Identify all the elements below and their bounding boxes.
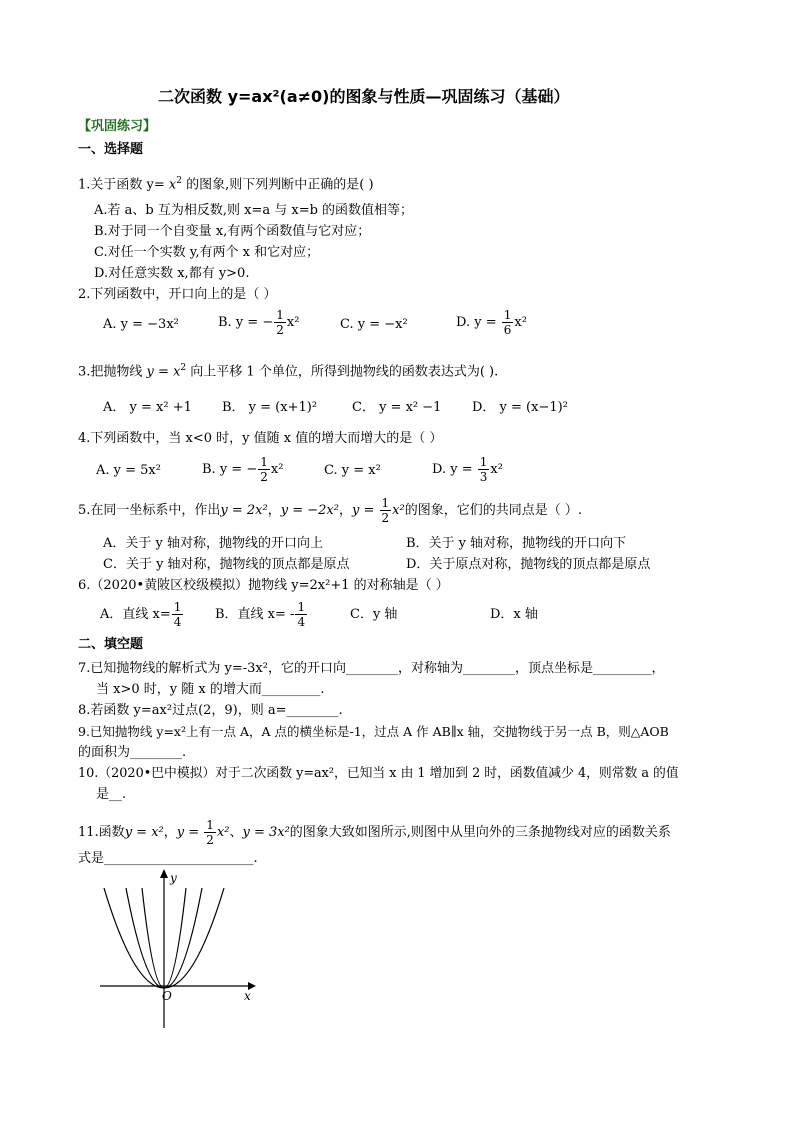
question-2-stem: 2.下列函数中，开口向上的是（ ） bbox=[78, 287, 277, 302]
question-6-option-d: D．x 轴 bbox=[490, 607, 538, 622]
section-heading-choice: 一、选择题 bbox=[78, 142, 144, 157]
question-5-option-d: D．关于原点对称，抛物线的顶点都是原点 bbox=[406, 557, 651, 572]
question-4-stem: 4.下列函数中，当 x<0 时，y 值随 x 值的增大而增大的是（ ） bbox=[78, 431, 443, 446]
question-2-option-b: B. y = − $\frac{1}{2}$ x² bbox=[218, 308, 300, 337]
question-6-option-c: C．y 轴 bbox=[350, 607, 398, 622]
parabola-graph bbox=[96, 868, 266, 1033]
question-7-line-2: 当 x>0 时，y 随 x 的增大而_________. bbox=[96, 682, 325, 697]
question-4-option-b: B. y = − $\frac{1}{2}$ x² bbox=[202, 455, 284, 484]
question-5-stem: 5.在同一坐标系中，作出y = 2x²，y = −2x²，y = $\frac{1}{2}$ x²的图象，它们的共同点是（ ）. bbox=[78, 496, 582, 525]
section-tag: 【巩固练习】 bbox=[78, 119, 157, 134]
y-axis-label: y bbox=[170, 871, 177, 885]
question-11-line-2: 式是_______________________. bbox=[78, 851, 258, 866]
question-9-line-2: 的面积为________. bbox=[78, 745, 187, 760]
question-6-option-b: B．直线 x= - $\frac{1}{4}$ bbox=[215, 600, 306, 629]
question-4-option-c: C. y = x² bbox=[324, 463, 381, 478]
question-10-line-2: 是__. bbox=[96, 787, 127, 802]
question-10-line-1: 10.（2020•巴中模拟）对于二次函数 y=ax²，已知当 x 由 1 增加到 2 时，函数值减少 4，则常数 a 的值 bbox=[78, 766, 679, 781]
question-3-option-a: A． y = x² +1 bbox=[103, 400, 192, 415]
question-3-stem: 3.把抛物线 $y = x^2$ 向上平移 1 个单位，所得到抛物线的函数表达式为( ). bbox=[78, 363, 499, 380]
question-5-option-c: C．关于 y 轴对称，抛物线的顶点都是原点 bbox=[103, 557, 350, 572]
question-1-option-c: C.对任一个实数 y,有两个 x 和它对应； bbox=[94, 245, 320, 260]
x-axis-label: x bbox=[244, 989, 251, 1003]
question-7-line-1: 7.已知抛物线的解析式为 y=-3x²，它的开口向________，对称轴为________，顶点坐标是_________， bbox=[78, 661, 665, 676]
question-3-option-d: D． y = (x−1)² bbox=[472, 400, 568, 415]
question-5-option-a: A．关于 y 轴对称，抛物线的开口向上 bbox=[103, 536, 323, 551]
question-6-stem: 6.（2020•黄陂区校级模拟）抛物线 y=2x²+1 的对称轴是（ ） bbox=[78, 578, 449, 593]
section-heading-fill: 二、填空题 bbox=[78, 637, 144, 652]
question-1-option-b: B.对于同一个自变量 x,有两个函数值与它对应； bbox=[94, 224, 371, 239]
question-5-option-b: B．关于 y 轴对称，抛物线的开口向下 bbox=[406, 536, 627, 551]
question-3-option-b: B． y = (x+1)² bbox=[222, 400, 318, 415]
y-axis-arrow bbox=[160, 869, 168, 878]
origin-label: O bbox=[162, 989, 172, 1003]
question-1-option-a: A.若 a、b 互为相反数,则 x=a 与 x=b 的函数值相等； bbox=[94, 203, 414, 218]
question-2-option-c: C. y = −x² bbox=[340, 317, 408, 332]
question-9-line-1: 9.已知抛物线 y=x²上有一点 A，A 点的横坐标是-1，过点 A 作 AB∥x 轴，交抛物线于另一点 B，则△AOB bbox=[78, 724, 669, 739]
question-2-option-a: A. y = −3x² bbox=[103, 317, 179, 332]
question-4-option-a: A. y = 5x² bbox=[96, 463, 161, 478]
question-6-option-a: A．直线 x= $\frac{1}{4}$ bbox=[100, 600, 182, 629]
question-1-option-d: D.对任意实数 x,都有 y>0. bbox=[94, 266, 250, 281]
question-1-stem: 1.关于函数 $y= x^2$ 的图象,则下列判断中正确的是( ) bbox=[78, 176, 374, 193]
question-2-option-d: D. y = $\frac{1}{6}$ x² bbox=[456, 308, 527, 337]
question-4-option-d: D. y = $\frac{1}{3}$ x² bbox=[432, 455, 503, 484]
question-8: 8.若函数 y=ax²过点(2，9)，则 a=________. bbox=[78, 703, 343, 718]
question-11-line-1: 11.函数y = x²，y = $\frac{1}{2}$ x²、y = 3x²的图象大致如图所示,则图中从里向外的三条抛物线对应的函数关系 bbox=[78, 818, 671, 847]
question-3-option-c: C． y = x² −1 bbox=[352, 400, 442, 415]
page-title: 二次函数 y=ax²(a≠0)的图象与性质—巩固练习（基础） bbox=[158, 87, 570, 106]
